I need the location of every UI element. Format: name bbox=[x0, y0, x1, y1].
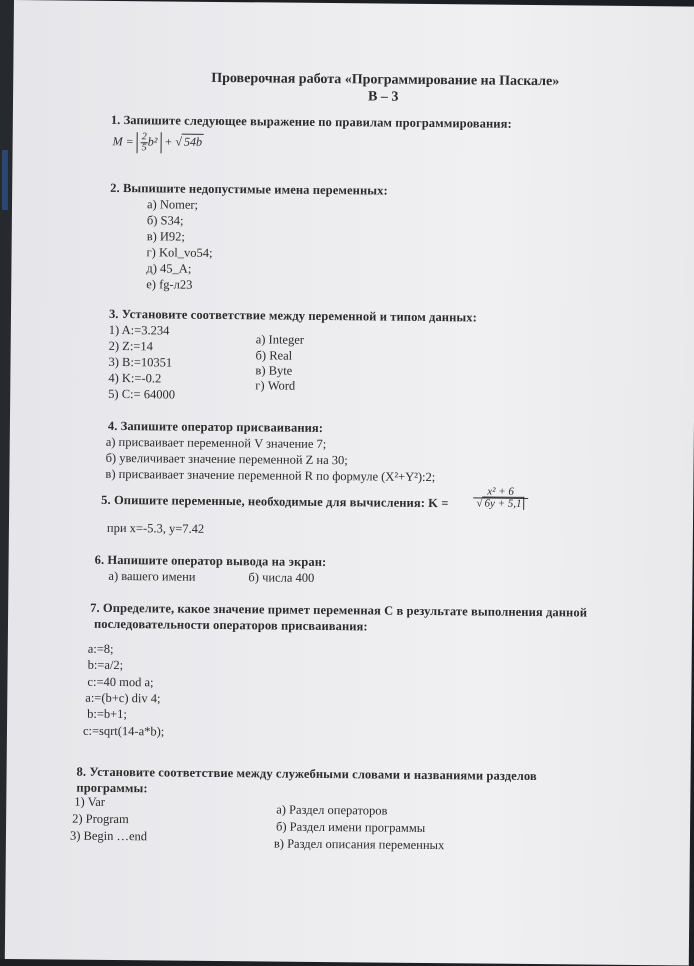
q5-den-text: 6y + 5,1 bbox=[482, 497, 524, 510]
q2-item: д) 45_A; bbox=[146, 261, 192, 276]
question-5-text: 5. Опишите переменные, необходимые для вычисления: K = bbox=[101, 492, 449, 511]
q3-left-item: 4) K:=-0.2 bbox=[108, 370, 162, 386]
q3-right-item: в) Byte bbox=[255, 363, 293, 378]
formula-abs bbox=[137, 132, 162, 153]
q2-item: г) Kol_vo54; bbox=[146, 245, 213, 260]
question-2-text: 2. Выпишите недопустимые имена переменных: bbox=[110, 180, 388, 198]
page-title: Проверочная работа «Программирование на Паскале» bbox=[211, 70, 560, 90]
q5-given: при x=-5.3, y=7.42 bbox=[106, 520, 205, 536]
sqrt-arg: 54b bbox=[182, 134, 204, 149]
q5-numerator: x² + 6 bbox=[473, 486, 528, 499]
q4-item: в) присваивает значение переменной R по формуле (X²+Y²):2; bbox=[105, 466, 436, 485]
fraction-den: 5 bbox=[141, 142, 147, 154]
q7-code-line: b:=a/2; bbox=[87, 657, 124, 673]
variant-label: В – 3 bbox=[368, 89, 399, 105]
q2-item: б) S34; bbox=[146, 213, 184, 228]
q3-right-item: б) Real bbox=[255, 348, 293, 363]
q8-right-item: в) Раздел описания переменных bbox=[273, 836, 445, 853]
question-4-text: 4. Запишите оператор присваивания: bbox=[107, 418, 324, 435]
q2-item: е) fg-л23 bbox=[146, 277, 193, 292]
question-1-text: 1. Запишите следующее выражение по правилам программирования: bbox=[110, 112, 512, 131]
question-7-text-cont: последовательности операторов присваивания: bbox=[93, 616, 368, 634]
q5-fraction bbox=[473, 486, 528, 510]
formula-lhs: M = bbox=[112, 134, 134, 149]
q8-right-item: а) Раздел операторов bbox=[276, 802, 388, 818]
q5-denominator: √ 6y + 5,1 bbox=[476, 498, 524, 509]
q2-item: в) И92; bbox=[146, 229, 186, 244]
q7-code-line: a:=8; bbox=[87, 641, 114, 656]
question-3-text: 3. Установите соответствие между переменной и типом данных: bbox=[108, 306, 477, 325]
q7-code-line: b:=b+1; bbox=[87, 706, 128, 722]
fraction-num: 2 bbox=[141, 131, 147, 143]
q4-item: б) увеличивает значение переменной Z на 30; bbox=[105, 450, 348, 468]
q7-code-line: c:=40 mod a; bbox=[87, 674, 154, 690]
question-8-text-cont: программы: bbox=[76, 780, 148, 796]
q4-item: а) присваивает переменной V значение 7; bbox=[105, 434, 327, 452]
q8-left-item: 3) Begin …end bbox=[69, 828, 148, 844]
question-6-text: 6. Напишите оператор вывода на экран: bbox=[94, 552, 327, 570]
worksheet-page bbox=[5, 0, 694, 966]
q3-left-item: 3) B:=10351 bbox=[108, 354, 173, 370]
q8-left-item: 2) Program bbox=[72, 811, 129, 827]
q8-left-item: 1) Var bbox=[74, 794, 106, 809]
formula-b-squared: b² bbox=[147, 134, 158, 149]
q6-option-a: а) вашего имени bbox=[108, 568, 196, 584]
question-1-formula bbox=[113, 132, 205, 154]
q3-left-item: 2) Z:=14 bbox=[108, 338, 153, 354]
q6-option-b: б) числа 400 bbox=[248, 570, 315, 585]
q7-code-line: c:=sqrt(14-a*b); bbox=[82, 723, 165, 739]
q3-left-item: 1) A:=3.234 bbox=[108, 322, 170, 338]
question-8-text: 8. Установите соответствие между служебными словами и названиями разделов bbox=[76, 764, 537, 784]
q5-frac bbox=[473, 486, 528, 510]
formula-sqrt: √ 54b bbox=[175, 135, 204, 150]
q2-item: а) Nomer; bbox=[146, 197, 199, 212]
question-7-text: 7. Определите, какое значение примет переменная C в результате выполнения данной bbox=[90, 600, 588, 620]
q7-code-line: a:=(b+c) div 4; bbox=[85, 690, 161, 706]
q3-right-item: а) Integer bbox=[255, 332, 305, 347]
q3-left-item: 5) C:= 64000 bbox=[108, 386, 176, 402]
q3-right-item: г) Word bbox=[255, 378, 296, 393]
formula-plus: + bbox=[164, 134, 173, 149]
q8-right-item: б) Раздел имени программы bbox=[276, 819, 426, 835]
screen-glow bbox=[2, 150, 8, 210]
